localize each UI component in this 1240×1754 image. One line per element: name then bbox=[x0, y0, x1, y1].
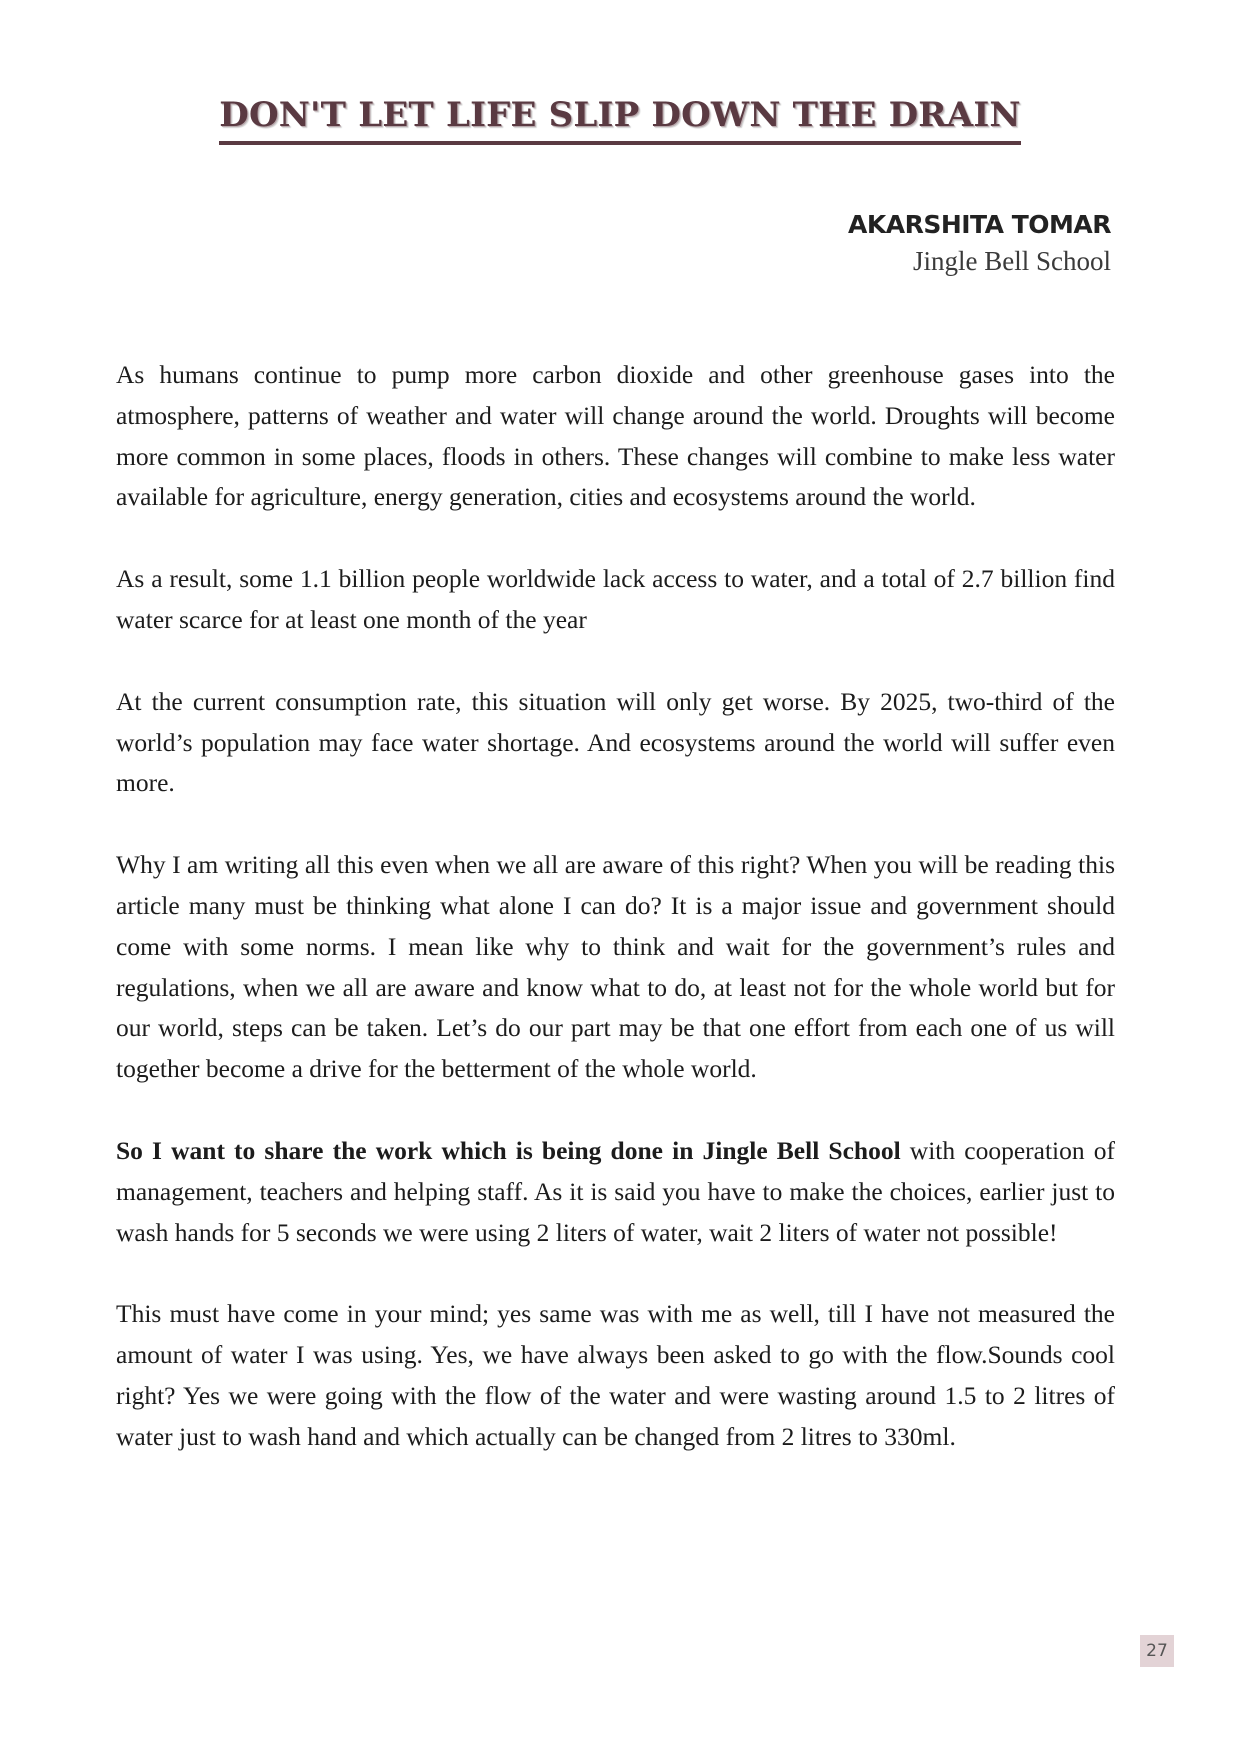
paragraph-3 bbox=[116, 682, 1115, 804]
paragraph-bold-lead: So I want to share the work which is being done in Jingle Bell School bbox=[116, 1135, 901, 1165]
paragraph-4 bbox=[116, 845, 1115, 1090]
paragraph-text: This must have come in your mind; yes same was with me as well, till I have not measured the amount of water I was using. Yes, we have always been asked to go with the flow.Sounds cool right? Yes we were going with the flow of the water and were wasting around 1.5 to 2 litres of water just to wash hand and which actually can be changed from 2 litres to 330ml. bbox=[116, 1299, 1115, 1451]
paragraph-text: Why I am writing all this even when we all are aware of this right? When you will be reading this article many must be thinking what alone I can do? It is a major issue and government should come with some norms. I mean like why to think and wait for the government’s rules and regulations, when we all are aware and know what to do, at least not for the whole world but for our world, steps can be taken. Let’s do our part may be that one effort from each one of us will together become a drive for the betterment of the whole world. bbox=[116, 850, 1115, 1084]
article-body bbox=[116, 355, 1115, 1499]
paragraph-1 bbox=[116, 355, 1115, 518]
paragraph-text: with cooperation of management, teachers and helping staff. As it is said you have to make the choices, earlier just to wash hands for 5 seconds we were using 2 liters of water, wait 2 liters of water not possible! bbox=[116, 1135, 1115, 1247]
author-school: Jingle Bell School bbox=[913, 245, 1111, 276]
paragraph-5 bbox=[116, 1131, 1115, 1253]
page-number-badge: 27 bbox=[1140, 1635, 1174, 1667]
title-container bbox=[0, 96, 1240, 145]
article-title: DON'T LET LIFE SLIP DOWN THE DRAIN bbox=[219, 96, 1020, 145]
byline bbox=[848, 209, 1111, 281]
author-name: AKARSHITA TOMAR bbox=[848, 210, 1111, 239]
paragraph-6 bbox=[116, 1294, 1115, 1457]
paragraph-text: As humans continue to pump more carbon dioxide and other greenhouse gases into the atmosphere, patterns of weather and water will change around the world. Droughts will become more common in some places, floods in others. These changes will combine to make less water available for agriculture, energy generation, cities and ecosystems around the world. bbox=[116, 360, 1115, 512]
paragraph-text: At the current consumption rate, this situation will only get worse. By 2025, two-third of the world’s population may face water shortage. And ecosystems around the world will suffer even more. bbox=[116, 686, 1115, 798]
paragraph-2 bbox=[116, 559, 1115, 641]
paragraph-text: As a result, some 1.1 billion people worldwide lack access to water, and a total of 2.7 billion find water scarce for at least one month of the year bbox=[116, 564, 1115, 634]
